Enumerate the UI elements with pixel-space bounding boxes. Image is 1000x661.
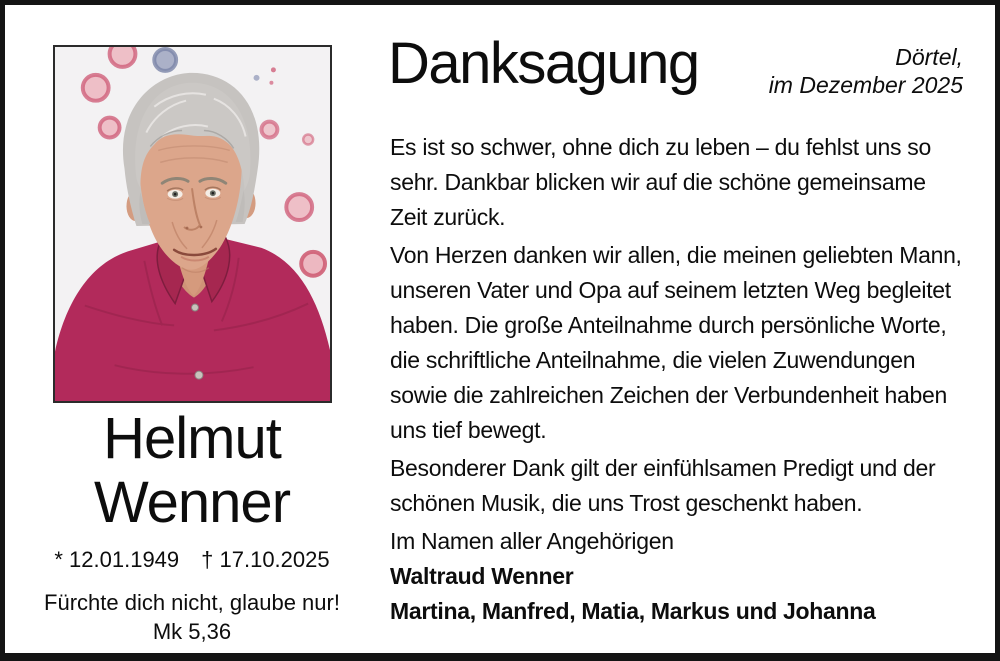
paragraph-1: Es ist so schwer, ohne dich zu leben – du fehlst uns so sehr. Dankbar blicken wir auf die schöne gemeinsame Zeit zurück. xyxy=(390,134,931,230)
bible-verse-reference: Mk 5,36 xyxy=(152,619,232,644)
bible-verse xyxy=(13,588,371,646)
dateline-date: im Dezember 2025 xyxy=(768,72,963,98)
birth-date: * 12.01.1949 xyxy=(54,547,180,572)
deceased-name: Helmut Wenner xyxy=(93,406,291,535)
closing-name-widow: Waltraud Wenner xyxy=(390,563,574,589)
paragraph-2: Von Herzen danken wir allen, die meinen geliebten Mann, unseren Vater und Opa auf seinem letzten Weg begleitet haben. Die große Anteilnahme durch persönliche Worte, die schriftliche Anteilnahme, die vielen Zuwendungen sowie die zahlreichen Zeichen der Verbundenheit haben uns tief bewegt. xyxy=(390,242,962,443)
closing-name-children: Martina, Manfred, Matia, Markus und Johanna xyxy=(390,598,876,624)
body-text xyxy=(390,130,967,629)
place-dateline xyxy=(705,43,963,99)
dateline-place: Dörtel, xyxy=(895,44,963,70)
death-date: † 17.10.2025 xyxy=(201,547,330,572)
bible-verse-text: Fürchte dich nicht, glaube nur! xyxy=(44,590,340,615)
portrait-illustration xyxy=(55,47,330,401)
paragraph-3: Besonderer Dank gilt der einfühlsamen Predigt und der schönen Musik, die uns Trost geschenkt haben. xyxy=(390,455,936,516)
closing-block xyxy=(390,524,967,629)
life-dates xyxy=(13,546,371,574)
page-title: Danksagung xyxy=(388,31,699,96)
closing-intro: Im Namen aller Angehörigen xyxy=(390,528,674,554)
portrait-photo xyxy=(53,45,332,403)
